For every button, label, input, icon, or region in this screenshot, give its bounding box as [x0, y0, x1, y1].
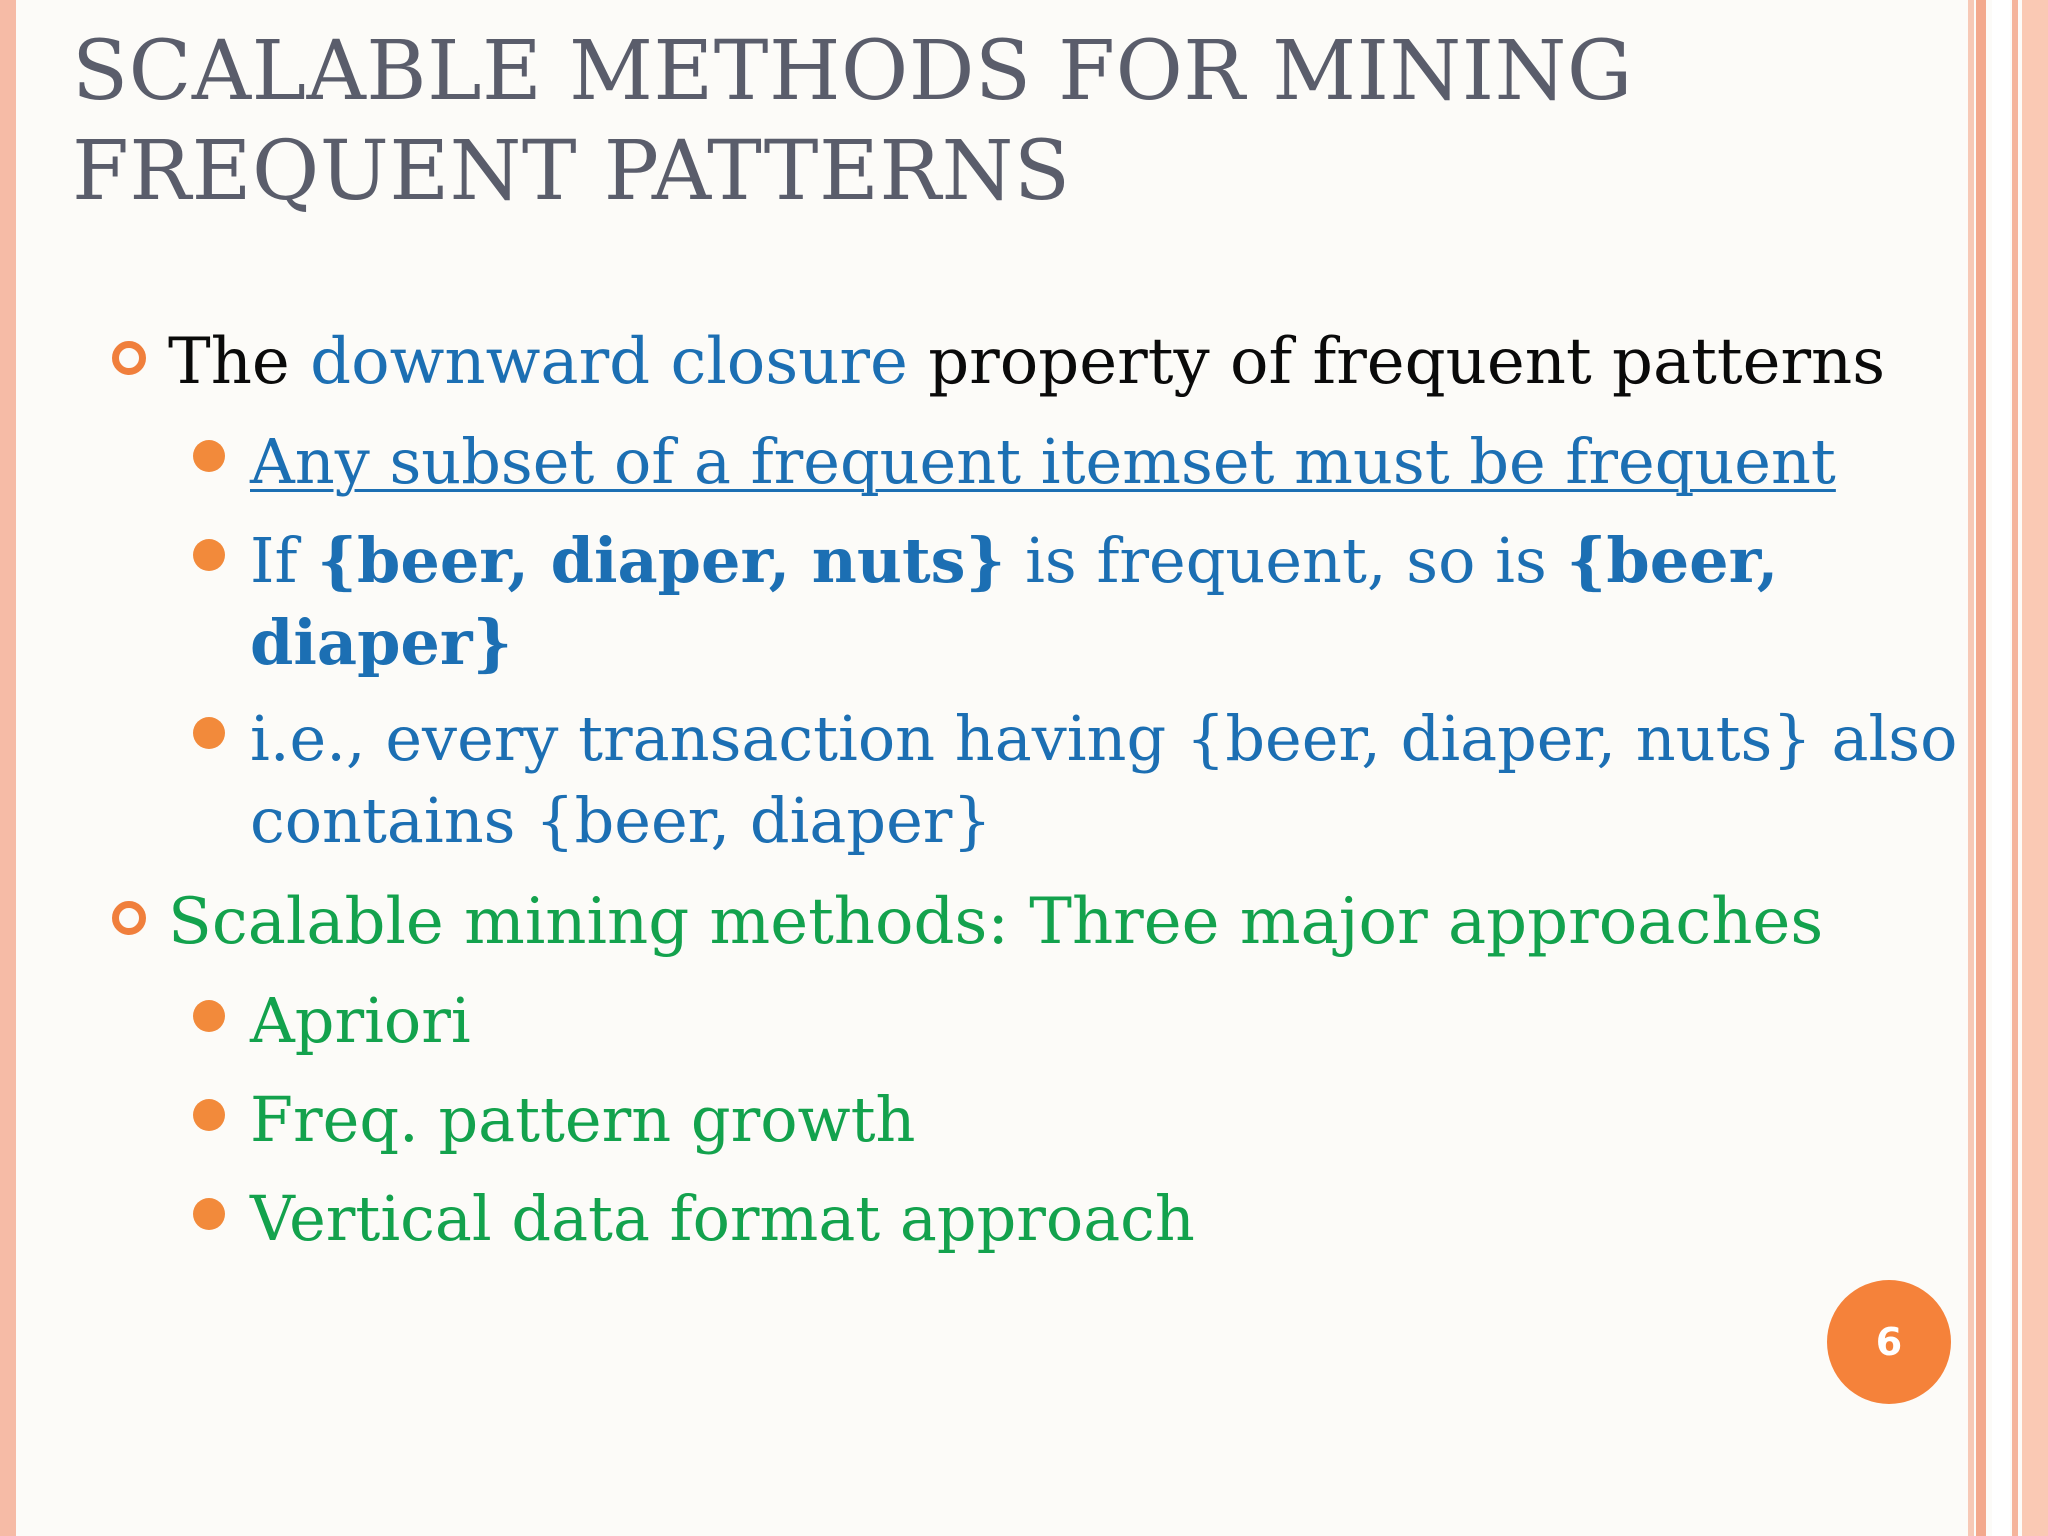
sub-bullet-line: i.e., every transaction having {beer, diaper, nuts} also [250, 702, 1958, 775]
sub-bullet-line [250, 520, 1800, 602]
downward-closure-term: downward closure [310, 325, 908, 399]
slide-title-line-2: FREQUENT PATTERNS [72, 124, 1071, 219]
sub-bullet-apriori: Apriori [250, 984, 471, 1057]
dot-bullet-icon [193, 1000, 225, 1032]
sub-bullet-vertical-data-format: Vertical data format approach [250, 1182, 1195, 1255]
right-decorative-stripes [1968, 0, 2048, 1536]
slide-title [72, 22, 1892, 222]
sub-bullet-beer-diaper-nuts [250, 520, 1800, 684]
left-decorative-bar [0, 0, 16, 1536]
ring-bullet-icon [112, 341, 146, 375]
dot-bullet-icon [193, 1099, 225, 1131]
bullet-text: The [168, 325, 311, 399]
itemset-beer: {beer, [1566, 524, 1779, 597]
bullet-text: property of frequent patterns [907, 325, 1886, 399]
sub-bullet-freq-pattern-growth: Freq. pattern growth [250, 1083, 916, 1156]
dot-bullet-icon [193, 717, 225, 749]
bullet-text: is frequent, so is [1005, 524, 1567, 597]
bullet-text: If [250, 524, 318, 597]
itemset-diaper: diaper} [250, 606, 513, 679]
stripe [1992, 0, 2010, 1536]
subset-frequent-link[interactable]: Any subset of a frequent itemset must be frequent [250, 425, 1836, 498]
dot-bullet-icon [193, 1198, 225, 1230]
bullet-scalable-methods: Scalable mining methods: Three major approaches [168, 885, 1824, 959]
sub-bullet-subset-frequent[interactable] [250, 421, 1836, 503]
itemset-beer-diaper-nuts: {beer, diaper, nuts} [317, 524, 1006, 597]
bullet-downward-closure [168, 321, 1885, 403]
dot-bullet-icon [193, 440, 225, 472]
sub-bullet-transaction [250, 698, 1958, 862]
sub-bullet-line: contains {beer, diaper} [250, 784, 992, 857]
sub-bullet-line [250, 602, 1800, 684]
stripe [2022, 0, 2048, 1536]
slide-title-line-1: SCALABLE METHODS FOR MINING [72, 24, 1633, 119]
ring-bullet-icon [112, 901, 146, 935]
stripe [2012, 0, 2018, 1536]
stripe [1976, 0, 1986, 1536]
page-number-badge: 6 [1827, 1280, 1951, 1404]
dot-bullet-icon [193, 539, 225, 571]
stripe [1968, 0, 1974, 1536]
